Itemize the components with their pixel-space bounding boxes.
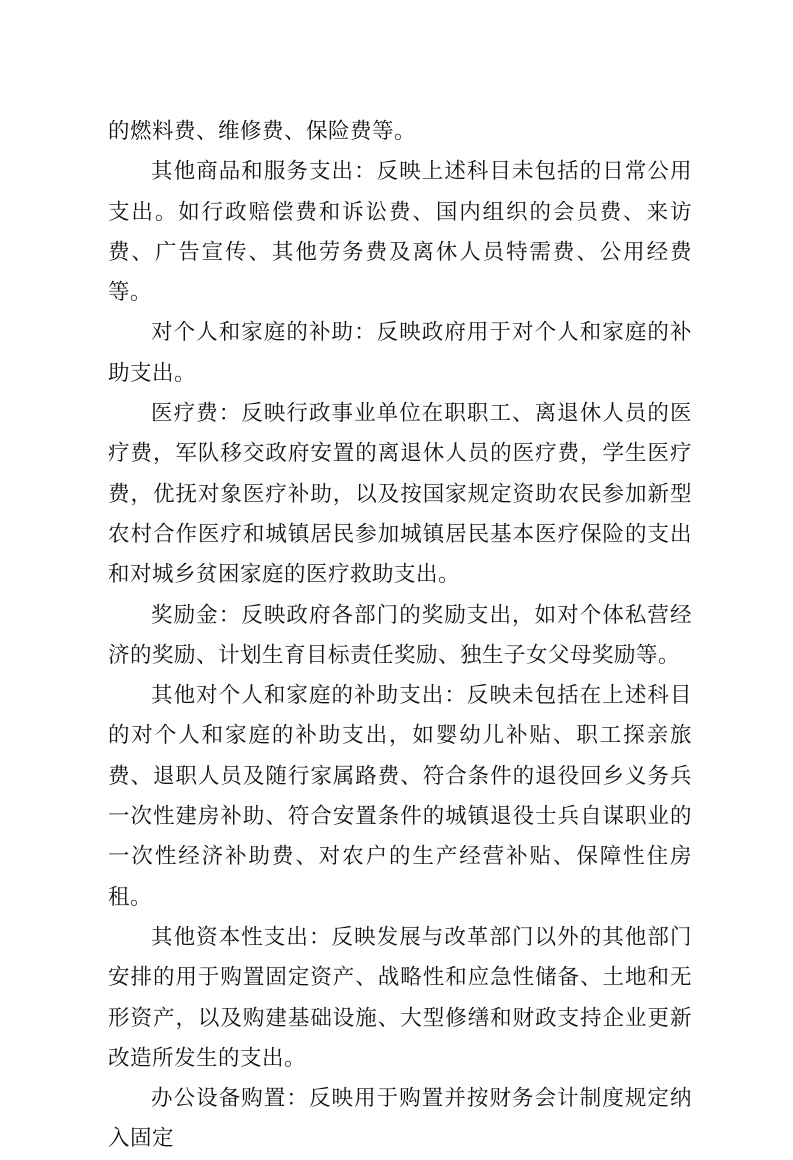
paragraph-office-equipment: 办公设备购置：反映用于购置并按财务会计制度规定纳入固定 — [108, 1086, 692, 1152]
paragraph-reward-funds: 奖励金：反映政府各部门的奖励支出，如对个体私营经济的奖励、计划生育目标责任奖励、独生子女父母奖励等。 — [108, 602, 692, 668]
paragraph-other-capital-expenditure: 其他资本性支出：反映发展与改革部门以外的其他部门安排的用于购置固定资产、战略性和应急性储备、土地和无形资产，以及购建基础设施、大型修缮和财政支持企业更新改造所发生的支出。 — [108, 924, 692, 1071]
paragraph-medical-expenses: 医疗费：反映行政事业单位在职职工、离退休人员的医疗费，军队移交政府安置的离退休人员的医疗费，学生医疗费，优抚对象医疗补助，以及按国家规定资助农民参加新型农村合作医疗和城镇居民参加城镇居民基本医疗保险的支出和对城乡贫困家庭的医疗救助支出。 — [108, 401, 692, 588]
document-body — [108, 112, 692, 1160]
paragraph-continuation: 的燃料费、维修费、保险费等。 — [108, 119, 417, 144]
paragraph-personal-family-subsidy: 对个人和家庭的补助：反映政府用于对个人和家庭的补助支出。 — [108, 320, 692, 386]
paragraph-other-personal-subsidy: 其他对个人和家庭的补助支出：反映未包括在上述科目的对个人和家庭的补助支出，如婴幼儿补贴、职工探亲旅费、退职人员及随行家属路费、符合条件的退役回乡义务兵一次性建房补助、符合安置条件的城镇退役士兵自谋职业的一次性经济补助费、对农户的生产经营补贴、保障性住房租。 — [108, 683, 692, 910]
paragraph-other-goods-services: 其他商品和服务支出：反映上述科目未包括的日常公用支出。如行政赔偿费和诉讼费、国内组织的会员费、来访费、广告宣传、其他劳务费及离休人员特需费、公用经费等。 — [108, 159, 692, 306]
